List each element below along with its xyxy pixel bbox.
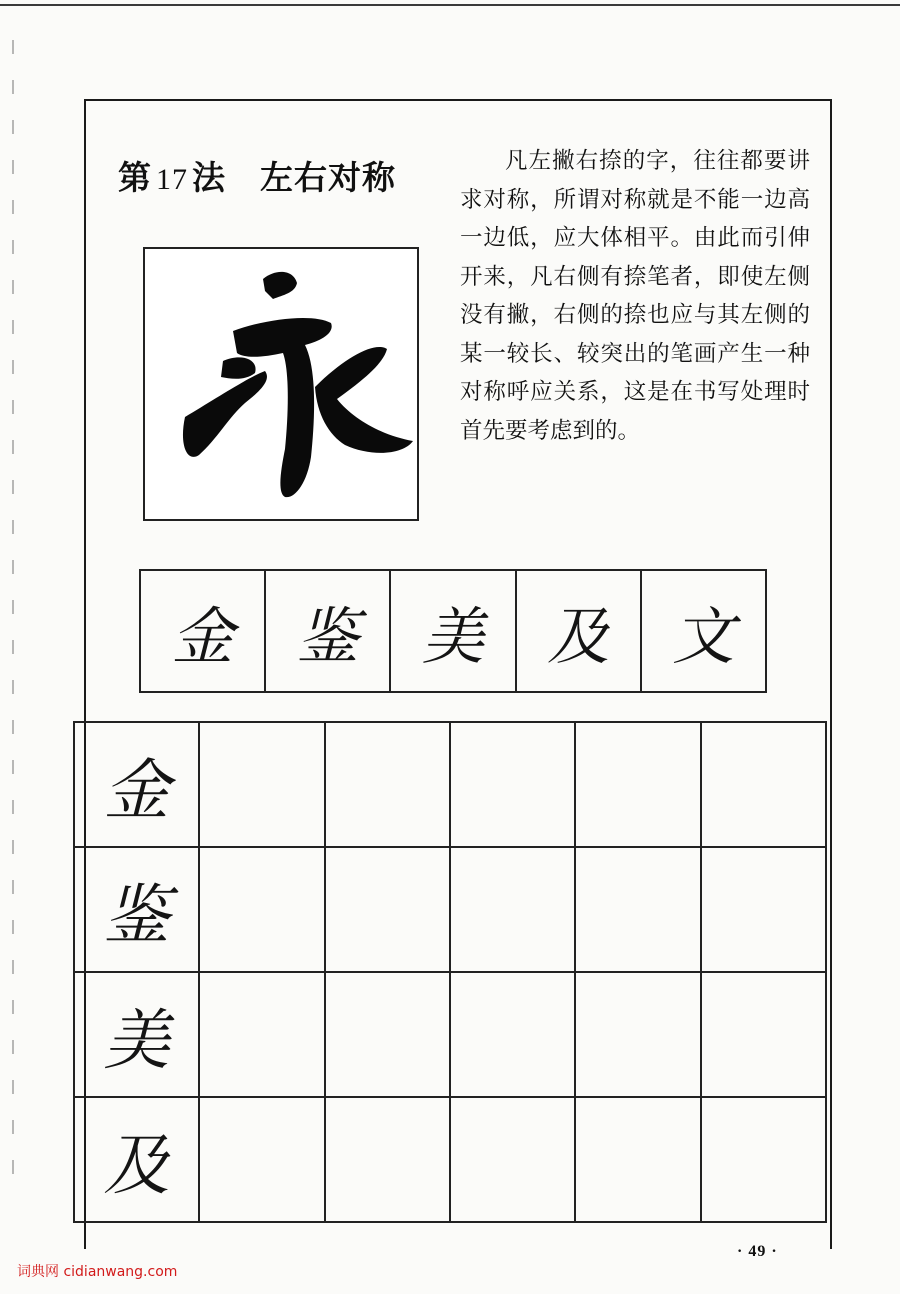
lesson-title: 左右对称 [260,158,396,197]
model-character-box [143,247,419,521]
practice-grid [73,721,827,1223]
practice-cell [199,972,324,1097]
example-character: 文 [672,599,735,673]
practice-cell [575,847,700,972]
example-characters-row [139,569,767,693]
practice-row [74,722,826,847]
example-character: 及 [517,571,642,691]
practice-cell [325,722,450,847]
lesson-description: 凡左撇右捺的字，往往都要讲求对称，所谓对称就是不能一边高一边低，应大体相平。由此而引伸开来，凡右侧有捺笔者，即使左侧没有撇，右侧的捺也应与其左侧的某一较长、较突出的笔画产生一种对称呼应关系，这是在书写处理时首先要考虑到的。 [460,148,810,444]
practice-cell [199,1097,324,1222]
practice-row [74,847,826,972]
practice-cell [575,972,700,1097]
practice-cell [199,722,324,847]
lesson-number: 17 [156,163,188,196]
example-character: 金 [141,571,266,691]
practice-cell [199,847,324,972]
example-character: 鉴 [266,571,391,691]
practice-cell [325,847,450,972]
practice-cell [450,972,575,1097]
heading-suffix: 法 [192,158,226,197]
practice-model-character: 美 [74,972,199,1097]
watermark: 词典网 cidianwang.com [17,1264,178,1280]
practice-cell [450,1097,575,1222]
example-character: 美 [391,571,516,691]
lesson-heading [118,152,396,199]
page-number: · 49 · [737,1243,778,1260]
model-character-brush [145,249,417,519]
practice-cell [575,722,700,847]
practice-model-character: 金 [74,722,199,847]
practice-row [74,1097,826,1222]
practice-model-character: 鉴 [74,847,199,972]
top-rule [0,0,900,10]
practice-cell [325,972,450,1097]
practice-cell [701,847,826,972]
practice-cell [450,722,575,847]
practice-cell [575,1097,700,1222]
practice-cell [325,1097,450,1222]
practice-cell [450,847,575,972]
practice-cell [701,972,826,1097]
practice-row [74,972,826,1097]
heading-prefix: 第 [118,158,152,197]
practice-cell [701,1097,826,1222]
practice-model-character: 及 [74,1097,199,1222]
left-margin-dashes [12,40,14,1190]
practice-cell [701,722,826,847]
